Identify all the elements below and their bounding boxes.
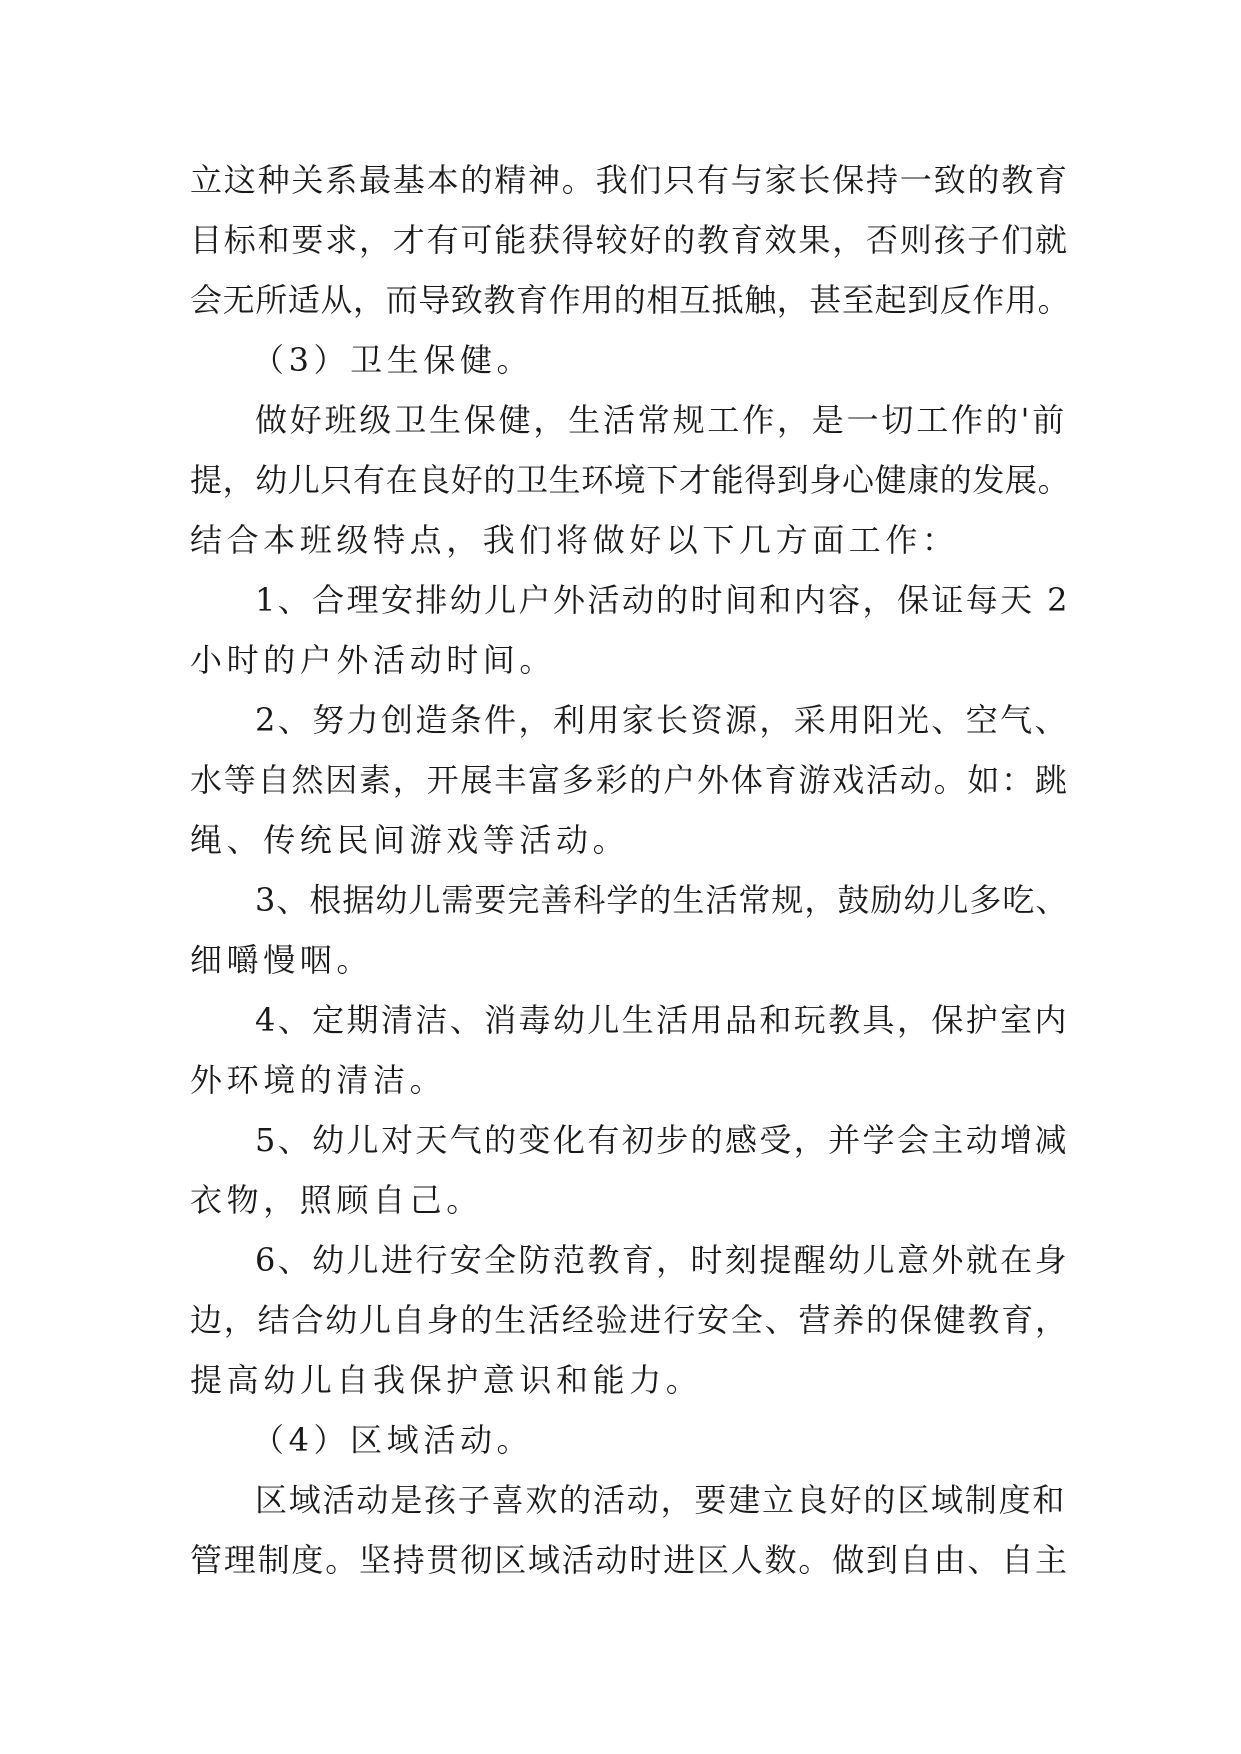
paragraph-line: 提，幼儿只有在良好的卫生环境下才能得到身心健康的发展。 <box>190 461 1071 499</box>
paragraph-line: 做好班级卫生保健，生活常规工作，是一切工作的'前 <box>255 401 1067 439</box>
paragraph-line: 立这种关系最基本的精神。我们只有与家长保持一致的教育 <box>190 161 1069 199</box>
paragraph-line: 管理制度。坚持贯彻区域活动时进区人数。做到自由、自主 <box>190 1541 1069 1579</box>
paragraph-line: 区域活动是孩子喜欢的活动，要建立良好的区域制度和 <box>255 1481 1067 1519</box>
list-item-line: 外环境的清洁。 <box>190 1061 447 1099</box>
section-heading: （3）卫生保健。 <box>252 341 534 379</box>
list-item-line: 1、合理安排幼儿户外活动的时间和内容，保证每天 2 <box>255 581 1070 619</box>
list-item-line: 细嚼慢咽。 <box>190 941 374 979</box>
list-item-line: 3、根据幼儿需要完善科学的生活常规，鼓励幼儿多吃、 <box>255 881 1069 919</box>
list-item-line: 水等自然因素，开展丰富多彩的户外体育游戏活动。如：跳 <box>190 761 1069 799</box>
list-item-line: 边，结合幼儿自身的生活经验进行安全、营养的保健教育， <box>190 1301 1069 1339</box>
list-item-line: 小时的户外活动时间。 <box>190 641 557 679</box>
list-item-line: 提高幼儿自我保护意识和能力。 <box>190 1361 703 1399</box>
list-item-line: 5、幼儿对天气的变化有初步的感受，并学会主动增减 <box>255 1121 1069 1159</box>
list-item-line: 衣物，照顾自己。 <box>190 1181 483 1219</box>
list-item-line: 4、定期清洁、消毒幼儿生活用品和玩教具，保护室内 <box>255 1001 1069 1039</box>
paragraph-line: 目标和要求，才有可能获得较好的教育效果，否则孩子们就 <box>190 221 1069 259</box>
paragraph-line: 会无所适从，而导致教育作用的相互抵触，甚至起到反作用。 <box>190 281 1071 319</box>
section-heading: （4）区域活动。 <box>252 1421 534 1459</box>
paragraph-line: 结合本班级特点，我们将做好以下几方面工作： <box>190 521 959 559</box>
list-item-line: 6、幼儿进行安全防范教育，时刻提醒幼儿意外就在身 <box>255 1241 1069 1279</box>
list-item-line: 2、努力创造条件，利用家长资源，采用阳光、空气、 <box>255 701 1069 739</box>
list-item-line: 绳、传统民间游戏等活动。 <box>190 821 630 859</box>
